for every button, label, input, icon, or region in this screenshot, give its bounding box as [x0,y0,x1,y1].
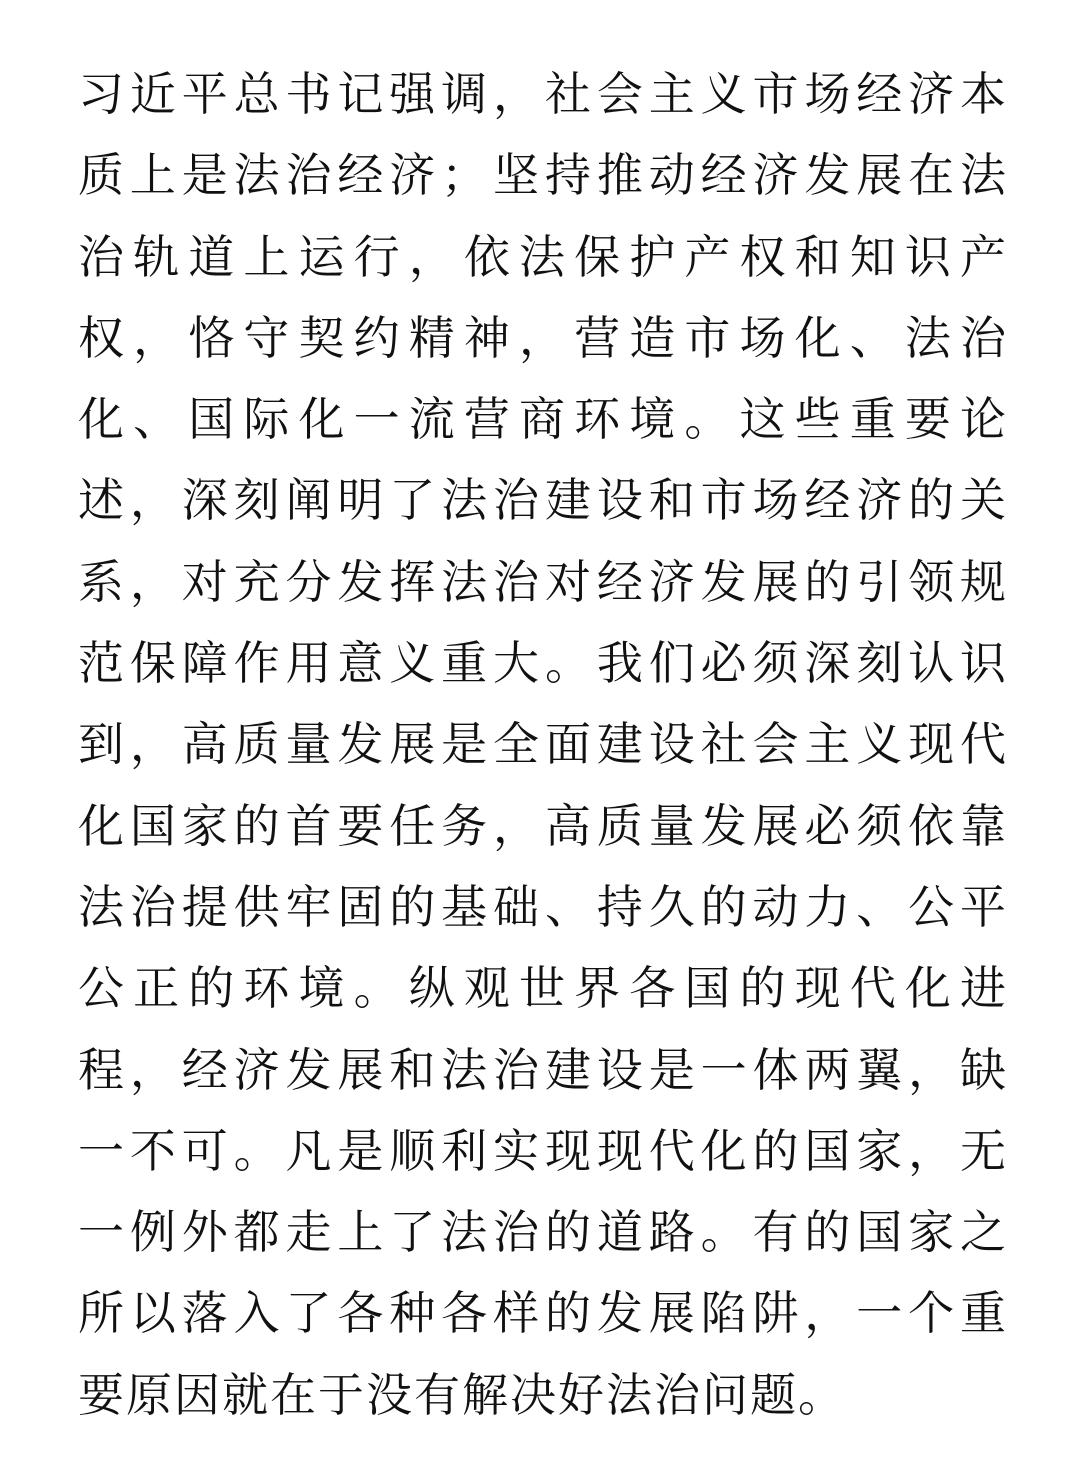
text-line: 习近平总书记强调，社会主义市场经济本 [78,67,1008,121]
text-line: 述，深刻阐明了法治建设和市场经济的关 [78,473,1008,528]
text-line: 治轨道上运行，依法保护产权和知识产 [78,229,1008,284]
text-line: 化、国际化一流营商环境。这些重要论 [78,392,1008,447]
text-line: 一例外都走上了法治的道路。有的国家之 [78,1205,1008,1260]
text-line: 范保障作用意义重大。我们必须深刻认识 [78,636,1008,691]
text-line: 所以落入了各种各样的发展陷阱，一个重 [78,1286,1008,1341]
text-line-last: 要原因就在于没有解决好法治问题。 [78,1367,846,1422]
text-line: 权，恪守契约精神，营造市场化、法治 [78,310,1008,365]
text-line: 程，经济发展和法治建设是一体两翼，缺 [78,1042,1008,1097]
text-line: 质上是法治经济；坚持推动经济发展在法 [78,148,1008,203]
text-line: 到，高质量发展是全面建设社会主义现代 [78,717,1008,772]
text-line: 化国家的首要任务，高质量发展必须依靠 [78,798,1008,853]
article-paragraph [78,54,1008,1436]
text-line: 公正的环境。纵观世界各国的现代化进 [78,961,1008,1016]
text-line: 一不可。凡是顺利实现现代化的国家，无 [78,1123,1008,1178]
text-line: 法治提供牢固的基础、持久的动力、公平 [78,879,1008,934]
text-line: 系，对充分发挥法治对经济发展的引领规 [78,554,1008,609]
